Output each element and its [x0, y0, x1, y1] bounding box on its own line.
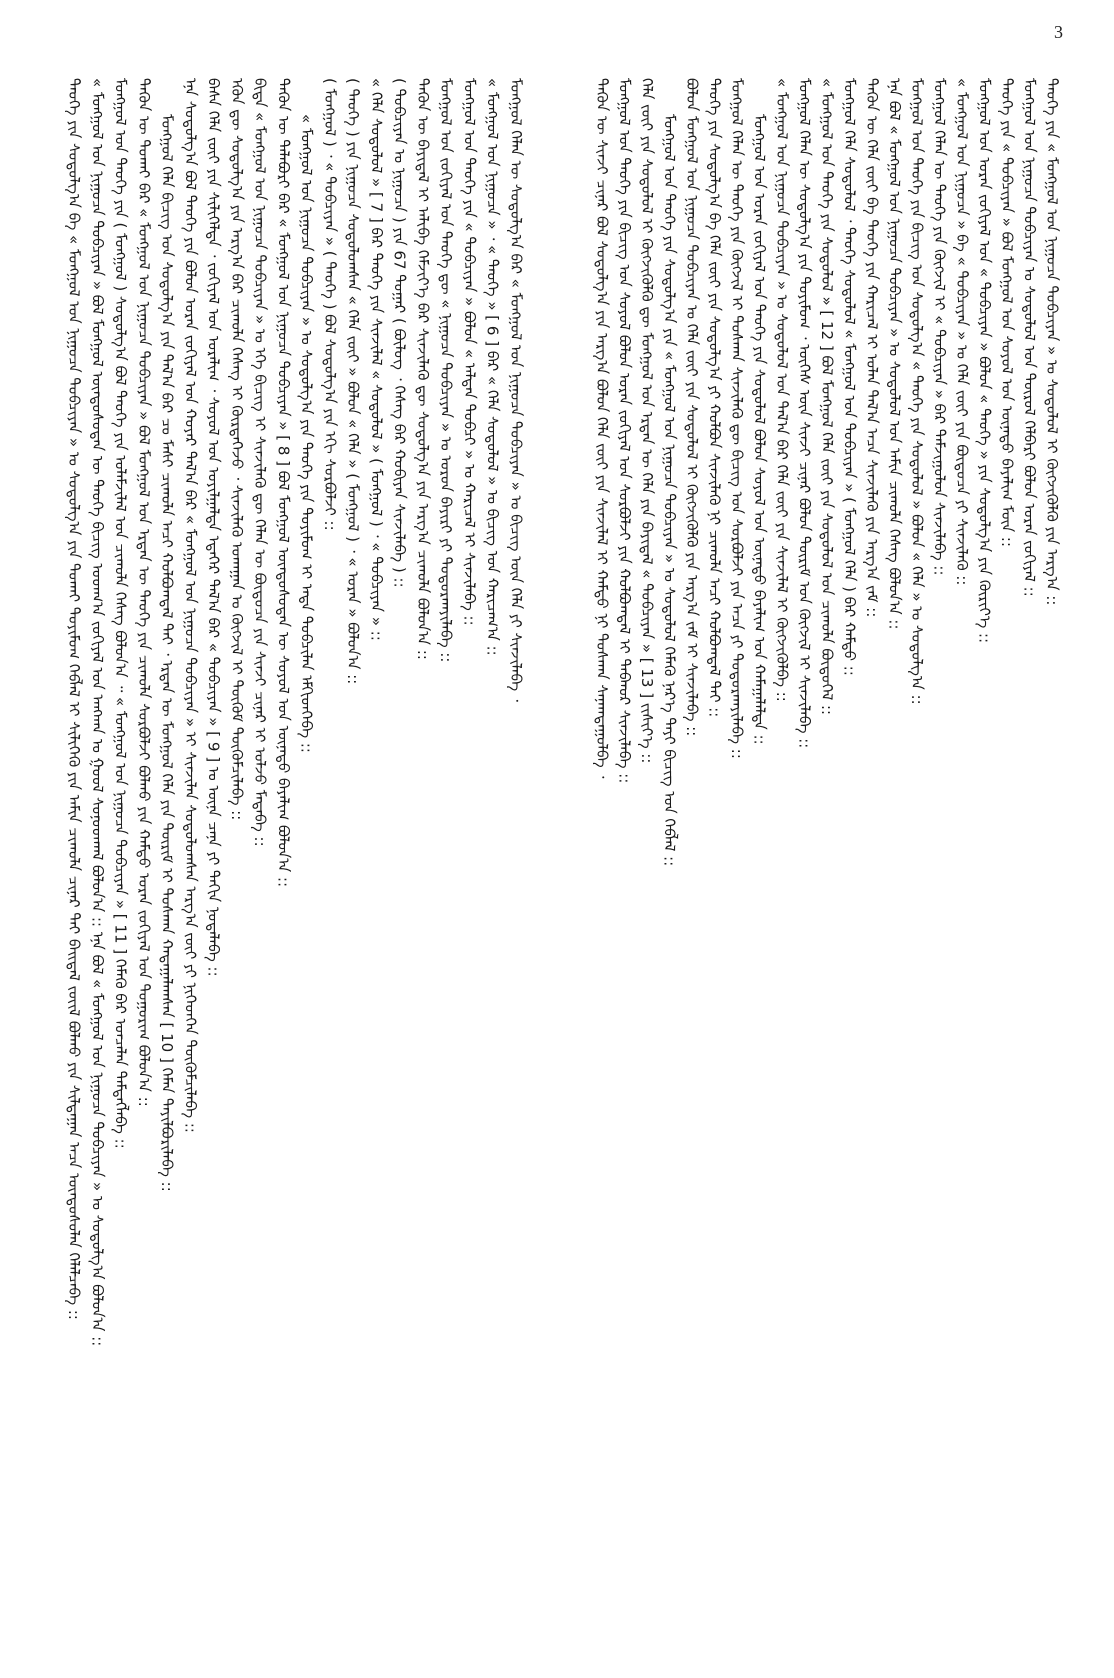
text-line: ᠮᠣᠩᠭᠣᠯ ᠤᠨ ᠲᠡᠦᠬᠡ ᠶᠢᠨ ᠪᠢᠴᠢᠭ ᠤᠨ ᠰᠣᠶᠣᠯ ᠪᠣᠯᠤᠨ ᠤᠷᠠᠨ ᠵᠣᠬᠢᠶᠠᠯ ᠤᠨ ᠰᠤᠷᠪᠤᠯᠵᠢ ᠶᠢᠨ ᠬᠣᠯᠪᠣᠭᠳᠠᠯ ᠢ ᠳᠠᠪᠬᠤᠷ ᠰᠢᠨᠵᠢᠯᠡᠪᠡ ::	[615, 78, 634, 784]
text-line: ᠬᠡᠯᠡ ᠵᠦᠢ ᠶᠢᠨ ᠰᠤᠳᠤᠯᠤᠯ ᠢ ᠬᠦᠭᠵᠢᠭᠦᠯᠬᠦ ᠳᠦ ᠮᠣᠩᠭᠣᠯ ᠤᠨ ᠡᠷᠲᠡᠨ ᠦ ᠬᠡᠯᠡ ᠶᠢᠨ ᠪᠠᠶᠢᠳᠠᠯ « ᠲᠣᠪᠴᠢᠶᠠᠨ » [ 13 ] ᠵᠢᠱᠢᠶ᠎ᠡ ::	[638, 78, 656, 764]
text-line: ᠲᠡᠦᠬᠡ ᠶᠢᠨ « ᠲᠣᠪᠴᠢᠶᠠᠨ » ᠪᠣᠯ ᠮᠣᠩᠭᠣᠯ ᠤᠨ ᠰᠣᠶᠣᠯ ᠤᠨ ᠦᠨᠡᠲᠦ ᠪᠠᠶᠠᠯᠢᠭ ᠮᠥᠨ ::	[998, 78, 1016, 548]
text-line: ᠲᠡᠦᠬᠡ ᠶᠢᠨ « ᠮᠣᠩᠭᠣᠯ ᠤᠨ ᠨᠢᠭᠤᠴᠠ ᠲᠣᠪᠴᠢᠶᠠᠨ » ᠤ ᠰᠤᠳᠤᠯᠤᠯ ᠢ ᠬᠦᠭᠵᠢᠭᠦᠯᠬᠦ ᠶᠢᠨ ᠠᠷᠭ᠎ᠠ ::	[1043, 78, 1061, 606]
text-line: « ᠮᠣᠩᠭᠣᠯ ᠤᠨ ᠨᠢᠭᠤᠴᠠ » ᠂ « ᠲᠡᠦᠬᠡ » [ 6 ] ᠪᠠᠷ « ᠬᠡᠯᠡ ᠰᠤᠳᠤᠯᠤᠯ » ᠤ ᠪᠢᠴᠢᠭ ᠤᠨ ᠬᠠᠷᠢᠴᠠᠭ᠎ᠠ ::	[483, 78, 502, 656]
text-line: ᠲᠡᠦᠬᠡ ᠶᠢᠨ ᠰᠣᠳᠣᠯᠭ᠎ᠠ ᠪᠠ « ᠮᠣᠩᠭᠣᠯ ᠤᠨ ᠨᠢᠭᠤᠴᠠ ᠲᠣᠪᠴᠢᠶᠠᠨ » ᠤ ᠰᠣᠳᠣᠯᠭ᠎ᠠ ᠶᠢᠨ ᠲᠤᠬᠠᠢ ᠲᠣᠶᠢᠮᠣᠭ ᠬᠡᠪᠯᠡᠯ ᠢ ᠰᠢᠯᠢᠭᠡᠬᠦ ᠶᠢᠨ ᠠᠮᠢᠨ ᠴᠢᠬᠤᠯᠠ ᠴᠢᠨᠠᠷ ᠲᠠᠢ ᠪᠠᠢᠳᠠᠯ ᠵᠦᠢᠯ ᠪᠣᠯᠬᠣ ᠶᠢᠨ ᠰᠢᠯᠲᠠᠭᠠᠨ ᠠᠴᠠ ᠦᠨᠳᠦᠰᠦᠯᠡᠨ ᠬᠡᠯᠡᠯᠴᠡᠪᠡ ::	[65, 78, 83, 1320]
text-line: ᠲᠡᠦᠬᠡ ᠶᠢᠨ ᠰᠣᠳᠣᠯᠭ᠎ᠠ ᠪᠠ ᠬᠡᠯᠡ ᠵᠦᠢ ᠶᠢᠨ ᠰᠣᠳᠣᠯᠭ᠎ᠠ ᠶᠢ ᠬᠣᠯᠪᠣᠨ ᠰᠢᠨᠵᠢᠯᠡᠬᠦ ᠨᠢ ᠴᠢᠬᠤᠯᠠ ᠠᠴᠢ ᠬᠣᠯᠪᠣᠭᠳᠠᠯ ᠲᠠᠶ ::	[705, 78, 724, 718]
text-line: ᠲᠡᠭᠦᠨ ᠦ ᠪᠠᠶᠢᠳᠠᠯ ᠢ ᠠᠯᠢᠪᠠ ᠬᠡᠮᠵᠢᠶ᠎ᠡ ᠪᠡᠷ ᠰᠢᠨᠵᠢᠯᠡᠬᠦ ᠳᠦ ᠰᠣᠳᠣᠯᠭ᠎ᠠ ᠶᠢᠨ ᠠᠷᠭ᠎ᠠ ᠴᠢᠬᠤᠯᠠ ᠪᠣᠯᠤᠨ᠎ᠠ ::	[413, 78, 432, 660]
page-number: 3	[1054, 22, 1063, 42]
text-line: ᠮᠣᠩᠭᠣᠯ ᠬᠡᠯᠡᠨ ᠦ ᠲᠡᠦᠬᠡ ᠶᠢᠨ ᠬᠦᠭᠵᠢᠯ ᠢ ᠲᠤᠰᠬᠠᠨ ᠰᠢᠨᠵᠢᠯᠡᠬᠦ ᠳᠦ ᠪᠢᠴᠢᠭ ᠤᠨ ᠰᠤᠷᠪᠤᠯᠵᠢ ᠶᠢᠨ ᠠᠴᠠ ᠶᠢ ᠲᠣᠳᠣᠷᠬᠠᠶᠢᠯᠠᠪᠠ ::	[728, 78, 746, 759]
text-line: « ᠮᠣᠩᠭᠣᠯ ᠤᠨ ᠨᠢᠭᠤᠴᠠ » ᠪᠠ « ᠲᠣᠪᠴᠢᠶᠠᠨ » ᠤ ᠬᠡᠯᠡ ᠵᠦᠢ ᠶᠢᠨ ᠪᠦᠲᠦᠴᠡ ᠶᠢ ᠰᠢᠨᠵᠢᠯᠡᠬᠦ ::	[953, 78, 971, 586]
text-line: ᠪᠠᠰᠠ ᠬᠡᠯᠡ ᠵᠦᠢ ᠶᠢᠨ ᠰᠢᠯᠢᠭᠡᠯᠲᠡ ᠂ ᠵᠣᠬᠢᠶᠠᠯ ᠤᠨ ᠤᠷᠠᠯᠢᠭ ᠂ ᠰᠤᠶᠤᠯ ᠤᠨ ᠣᠶᠢᠯᠭᠠᠯᠲᠠ ᠡᠳᠡᠭᠡᠷ ᠲᠠᠯ᠎ᠠ ᠪᠠᠷ « ᠲᠣᠪᠴᠢᠶᠠᠨ » [ 9 ] ᠤ ᠦᠨᠡ ᠴᠡᠨᠡ ᠶᠢ ᠳᠠᠬᠢᠨ ᠨᠣᠲᠠᠯᠠᠪᠠ ::	[204, 78, 223, 977]
text-line: ᠡᠭᠦᠨ ᠳᠦ ᠰᠣᠳᠣᠯᠭ᠎ᠠ ᠶᠢᠨ ᠠᠷᠭ᠎ᠠ ᠪᠠᠷ ᠴᠢᠬᠤᠯᠠ ᠬᠡᠰᠡᠭ ᠢ ᠬᠦᠷᠲᠡᠭᠡᠵᠦ ᠂ ᠰᠢᠨᠵᠢᠯᠡᠬᠦ ᠤᠬᠠᠭᠠᠨ ᠤ ᠬᠦᠭᠵᠢᠯ ᠢ ᠳᠦᠬᠦᠮ ᠳᠦᠭᠦᠮᠴᠢᠯᠡᠪᠡ ::	[227, 78, 246, 821]
right-text-block	[592, 78, 1062, 1638]
text-line: « ᠬᠡᠯᠡ ᠰᠤᠳᠤᠯᠤᠯ » [ 7 ] ᠪᠠᠷ ᠲᠡᠦᠬᠡ ᠶᠢᠨ ᠰᠢᠨᠵᠢᠯᠡᠯ « ᠰᠤᠳᠤᠯᠤᠯ » ( ᠮᠣᠩᠭᠣᠯ ) ᠂ « ᠲᠣᠪᠴᠢᠶᠠᠨ » ::	[367, 78, 386, 641]
text-line: ᠮᠣᠩᠭᠣᠯ ᠬᠡᠯᠡ ᠪᠢᠴᠢᠭ ᠤᠨ ᠰᠤᠳᠤᠯᠭ᠎ᠠ ᠶᠢᠨ ᠲᠠᠯ᠎ᠠ ᠪᠠᠷ ᠴᠤ ᠮᠠᠰᠢ ᠴᠢᠬᠤᠯᠠ ᠠᠴᠢ ᠬᠣᠯᠪᠣᠭᠳᠠᠯ ᠲᠠᠢ ᠂ ᠡᠷᠲᠡᠨ ᠦ ᠮᠣᠩᠭᠣᠯ ᠬᠡᠯᠡ ᠶᠢᠨ ᠳᠦᠷᠢᠮ ᠢ ᠲᠤᠰᠬᠠᠨ ᠬᠠᠳᠠᠭᠠᠯᠠᠭᠰᠠᠨ [ 10 ] ᠬᠡᠮᠡᠨ ᠲᠠᠶᠢᠯᠪᠤᠷᠢᠯᠠᠪᠠ ::	[158, 114, 176, 1192]
left-text-block	[64, 78, 526, 1638]
text-line: ᠪᠣᠯᠤᠨ ᠮᠣᠩᠭᠣᠯ ᠤᠨ ᠨᠢᠭᠤᠴᠠ ᠲᠣᠪᠴᠢᠶᠠᠨ ᠤ ᠬᠡᠯᠡ ᠵᠦᠢ ᠶᠢᠨ ᠰᠤᠳᠤᠯᠤᠯ ᠢ ᠬᠦᠭᠵᠢᠭᠦᠯᠬᠦ ᠶᠢᠨ ᠠᠷᠭ᠎ᠠ ᠵᠠᠮ ᠢ ᠰᠢᠨᠵᠢᠯᠡᠪᠡ ::	[683, 78, 701, 737]
text-line: ᠮᠣᠩᠭᠣᠯ ᠤᠨ ᠲᠡᠦᠬᠡ ᠶᠢᠨ ᠰᠣᠳᠣᠯᠭ᠎ᠠ ᠶᠢᠨ « ᠮᠣᠩᠭᠣᠯ ᠤᠨ ᠨᠢᠭᠤᠴᠠ ᠲᠣᠪᠴᠢᠶᠠᠨ » ᠤ ᠰᠤᠳᠤᠯᠤᠯ ᠬᠡᠮᠡᠬᠦ ᠨᠡᠷ᠎ᠡ ᠲᠠᠶᠢ ᠪᠢᠴᠢᠭ ᠤᠨ ᠬᠡᠪᠯᠡᠯ ::	[660, 114, 679, 867]
text-line: ᠮᠣᠩᠭᠣᠯ ᠤᠨ ᠵᠣᠬᠢᠶᠠᠯ ᠤᠨ ᠲᠡᠦᠬᠡ ᠳᠦ « ᠨᠢᠭᠤᠴᠠ ᠲᠣᠪᠴᠢᠶᠠᠨ » ᠤ ᠣᠷᠣᠨ ᠪᠠᠶᠢᠷᠢ ᠶᠢ ᠲᠣᠳᠣᠷᠬᠠᠶᠢᠯᠠᠪᠠ ::	[437, 78, 455, 663]
text-line: ( ᠮᠣᠩᠭᠣᠯ ) ᠂ « ᠲᠣᠪᠴᠢᠶᠠᠨ » ( ᠲᠡᠦᠬᠡ ) ᠪᠣᠯ ᠰᠣᠳᠣᠯᠭ᠎ᠠ ᠶᠢᠨ ᠡᠬᠢ ᠰᠤᠷᠪᠤᠯᠵᠢ ::	[320, 78, 339, 531]
text-line: « ᠮᠣᠩᠭᠣᠯ ᠤᠨ ᠨᠢᠭᠤᠴᠠ ᠲᠣᠪᠴᠢᠶᠠᠨ » ᠤ ᠰᠤᠳᠤᠯᠤᠯ ᠤᠨ ᠲᠠᠯ᠎ᠠ ᠪᠠᠷ ᠬᠡᠯᠡ ᠵᠦᠢ ᠶᠢᠨ ᠰᠢᠨᠵᠢᠯᠡᠯ ᠢ ᠬᠦᠭᠵᠢᠭᠦᠯᠪᠡ ::	[773, 78, 791, 702]
text-line: ᠮᠣᠩᠭᠣᠯ ᠬᠡᠯᠡᠨ ᠦ ᠰᠣᠳᠣᠯᠭ᠎ᠠ ᠶᠢᠨ ᠲᠣᠶᠢᠮᠣᠭ ᠂ ᠦᠭᠡᠰ ᠦᠨ ᠰᠢᠨᠵᠢ ᠴᠢᠨᠠᠷ ᠪᠣᠯᠤᠨ ᠳᠦᠷᠢᠮ ᠤᠨ ᠬᠦᠭᠵᠢᠯ ᠢ ᠰᠢᠨᠵᠢᠯᠡᠪᠡ ::	[795, 78, 814, 749]
text-line: ᠡᠨᠡ ᠪᠣᠯ « ᠮᠣᠩᠭᠣᠯ ᠤᠨ ᠨᠢᠭᠤᠴᠠ ᠲᠣᠪᠴᠢᠶᠠᠨ » ᠤ ᠰᠤᠳᠤᠯᠤᠯ ᠤᠨ ᠠᠮᠢᠨ ᠴᠢᠬᠤᠯᠠ ᠬᠡᠰᠡᠭ ᠪᠣᠯᠤᠨ᠎ᠠ ::	[885, 78, 904, 630]
text-line: ( ᠲᠡᠦᠬᠡ ) ᠶᠢᠨ ᠨᠢᠭᠤᠴᠠ ᠰᠤᠳᠤᠯᠤᠭᠰᠠᠨ « ᠬᠡᠯᠡ ᠵᠦᠢ » ᠪᠣᠯᠤᠨ « ᠬᠡᠯᠡ » ( ᠮᠣᠩᠭᠣᠯ ) ᠂ « ᠤᠷᠠᠨ » ᠪᠣᠯᠤᠨ᠎ᠠ ::	[344, 78, 362, 685]
text-line: ᠲᠡᠭᠦᠨ ᠦ ᠲᠣᠬᠠᠢ ᠪᠠᠷ « ᠮᠣᠩᠭᠣᠯ ᠤᠨ ᠨᠢᠭᠤᠴᠠ ᠲᠣᠪᠴᠢᠶᠠᠨ » ᠪᠣᠯ ᠮᠣᠩᠭᠣᠯ ᠤᠨ ᠡᠷᠲᠡᠨ ᠦ ᠲᠡᠦᠬᠡ ᠶᠢᠨ ᠴᠢᠬᠤᠯᠠ ᠰᠤᠷᠪᠤᠯᠵᠢ ᠪᠣᠯᠬᠤ ᠶᠢᠨ ᠬᠠᠮᠲᠤ ᠤᠷᠠᠨ ᠵᠣᠬᠢᠶᠠᠯ ᠤᠨ ᠲᠤᠭᠤᠷᠢᠭ ᠪᠣᠯᠤᠨ᠎ᠠ ::	[134, 78, 153, 1107]
text-line: ᠲᠡᠭᠦᠨ ᠦ ᠬᠡᠯᠡ ᠵᠦᠢ ᠪᠠ ᠲᠡᠦᠬᠡ ᠶᠢᠨ ᠬᠠᠷᠢᠴᠠᠯ ᠢ ᠣᠯᠠᠨ ᠲᠠᠯ᠎ᠠ ᠠᠴᠠ ᠰᠢᠨᠵᠢᠯᠡᠬᠦ ᠶᠢᠨ ᠠᠷᠭ᠎ᠠ ᠵᠠᠮ ::	[863, 78, 881, 618]
text-line: ᠮᠣᠩᠭᠣᠯ ᠤᠨ ᠤᠷᠠᠨ ᠵᠣᠬᠢᠶᠠᠯ ᠤᠨ ᠲᠡᠦᠬᠡ ᠶᠢᠨ ᠰᠤᠳᠤᠯᠤᠯ ᠪᠣᠯᠤᠨ ᠰᠣᠶᠣᠯ ᠤᠨ ᠦᠨᠡᠲᠦ ᠪᠠᠶᠠᠯᠢᠭ ᠤᠨ ᠬᠠᠮᠠᠭᠠᠯᠠᠯᠲᠠ ::	[750, 114, 769, 745]
text-line: ᠲᠡᠭᠦᠨ ᠦ ᠰᠢᠨᠵᠢ ᠴᠢᠨᠠᠷ ᠪᠣᠯ ᠰᠣᠳᠣᠯᠭ᠎ᠠ ᠶᠢᠨ ᠠᠷᠭ᠎ᠠ ᠪᠣᠯᠤᠨ ᠬᠡᠯᠡ ᠵᠦᠢ ᠶᠢᠨ ᠰᠢᠨᠵᠢᠯᠡᠯ ᠢ ᠬᠠᠮᠲᠤ ᠨᠢ ᠲᠤᠰᠬᠠᠨ ᠰᠠᠨᠠᠭᠳᠠᠭᠤᠯᠪᠠ ᠂	[593, 78, 611, 779]
text-line: ᠲᠡᠭᠦᠨ ᠦ ᠲᠠᠯᠠᠪᠤᠷᠢ ᠪᠡᠷ « ᠮᠣᠩᠭᠣᠯ ᠤᠨ ᠨᠢᠭᠤᠴᠠ ᠲᠣᠪᠴᠢᠶᠠᠨ » [ 8 ] ᠪᠣᠯ ᠮᠣᠩᠭᠣᠯ ᠦᠨᠳᠦᠰᠦᠲᠡᠨ ᠦ ᠰᠣᠶᠣᠯ ᠤᠨ ᠦᠨᠡᠲᠦ ᠪᠠᠶᠠᠯᠢᠭ ᠪᠣᠯᠤᠨ᠎ᠠ ::	[274, 78, 293, 888]
text-line: ᠮᠣᠩᠭᠣᠯ ᠬᠡᠯᠡᠨ ᠦ ᠰᠣᠳᠣᠯᠭ᠎ᠠ ᠪᠠᠷ « ᠮᠣᠩᠭᠣᠯ ᠤᠨ ᠨᠢᠭᠤᠴᠠ ᠲᠣᠪᠴᠢᠶᠠᠨ » ᠤ ᠪᠢᠴᠢᠭ ᠦᠨ ᠬᠡᠯᠡ ᠶᠢ ᠰᠢᠨᠵᠢᠯᠡᠪᠡ ᠂	[506, 78, 525, 702]
text-line: ᠮᠣᠩᠭᠣᠯ ᠬᠡᠯᠡᠨ ᠦ ᠲᠡᠦᠬᠡ ᠶᠢᠨ ᠬᠦᠭᠵᠢᠯ ᠢ « ᠲᠣᠪᠴᠢᠶᠠᠨ » ᠪᠠᠷ ᠳᠠᠮᠵᠢᠭᠤᠯᠤᠨ ᠰᠢᠨᠵᠢᠯᠡᠪᠡ ::	[930, 78, 949, 576]
text-line: ᠮᠣᠩᠭᠣᠯ ᠤᠨ ᠲᠡᠦᠬᠡ ᠶᠢᠨ ᠪᠢᠴᠢᠭ ᠤᠨ ᠰᠣᠳᠣᠯᠭ᠎ᠠ « ᠲᠡᠦᠬᠡ ᠶᠢᠨ ᠰᠤᠳᠤᠯᠤᠯ » ᠪᠣᠯᠤᠨ « ᠬᠡᠯᠡ » ᠤ ᠰᠣᠳᠣᠯᠭ᠎ᠠ ::	[908, 78, 926, 705]
text-line: ᠮᠣᠩᠭᠣᠯ ᠤᠨ ᠤᠷᠠᠨ ᠵᠣᠬᠢᠶᠠᠯ ᠤᠨ « ᠲᠣᠪᠴᠢᠶᠠᠨ » ᠪᠣᠯᠤᠨ « ᠲᠡᠦᠬᠡ » ᠶᠢᠨ ᠰᠣᠳᠣᠯᠭ᠎ᠠ ᠶᠢᠨ ᠬᠦᠷᠢᠶ᠎ᠡ ::	[975, 78, 994, 644]
text-line: ᠮᠣᠩᠭᠣᠯ ᠬᠡᠯᠡ ᠰᠤᠳᠤᠯᠤᠯ ᠂ ᠲᠡᠦᠬᠡ ᠰᠤᠳᠤᠯᠤᠯ « ᠮᠣᠩᠭᠣᠯ ᠤᠨ ᠲᠣᠪᠴᠢᠶᠠᠨ » ( ᠮᠣᠩᠭᠣᠯ ᠬᠡᠯᠡ ) ᠪᠠᠷ ᠬᠠᠮᠲᠤ ::	[840, 78, 859, 676]
text-line: ᠮᠣᠩᠭᠣᠯ ᠤᠨ ᠨᠢᠭᠤᠴᠠ ᠲᠣᠪᠴᠢᠶᠠᠨ ᠤ ᠰᠤᠳᠤᠯᠤᠯ ᠤᠨ ᠲᠦᠷᠦᠯ ᠬᠡᠯᠪᠡᠷᠢ ᠪᠣᠯᠤᠨ ᠤᠷᠠᠨ ᠵᠣᠬᠢᠶᠠᠯ ::	[1020, 78, 1039, 597]
text-line: « ᠮᠣᠩᠭᠣᠯ ᠤᠨ ᠲᠡᠦᠬᠡ ᠶᠢᠨ ᠰᠤᠳᠤᠯᠤᠯ » [ 12 ] ᠪᠣᠯ ᠮᠣᠩᠭᠣᠯ ᠬᠡᠯᠡ ᠵᠦᠢ ᠶᠢᠨ ᠰᠤᠳᠤᠯᠤᠯ ᠤᠨ ᠴᠢᠬᠤᠯᠠ ᠪᠦᠲᠦᠭᠡᠯ ::	[818, 78, 836, 716]
text-line: « ᠮᠣᠩᠭᠣᠯ ᠤᠨ ᠨᠢᠭᠤᠴᠠ ᠲᠣᠪᠴᠢᠶᠠᠨ » ᠤ ᠰᠣᠳᠣᠯᠭ᠎ᠠ ᠶᠢᠨ ᠲᠡᠦᠬᠡ ᠶᠢᠨ ᠲᠣᠶᠢᠮᠣᠭ ᠢ ᠡᠨᠳᠡ ᠲᠣᠪᠴᠢᠯᠠᠨ ᠡᠮᠬᠢᠳᠬᠡᠪᠡ ::	[297, 114, 316, 753]
text-line: ᠪᠢᠳᠡ « ᠮᠣᠩᠭᠣᠯ ᠤᠨ ᠨᠢᠭᠤᠴᠠ ᠲᠣᠪᠴᠢᠶᠠᠨ » ᠤ ᠡᠬᠡ ᠪᠢᠴᠢᠭ ᠢ ᠰᠢᠨᠵᠢᠯᠡᠬᠦ ᠳᠦ ᠬᠡᠯᠡᠨ ᠦ ᠪᠦᠲᠦᠴᠡ ᠶᠢᠨ ᠰᠢᠨᠵᠢ ᠴᠢᠨᠠᠷ ᠢ ᠣᠯᠵᠤ ᠮᠡᠳᠡᠪᠡ ::	[251, 78, 269, 847]
text-line: « ᠮᠣᠩᠭᠣᠯ ᠤᠨ ᠨᠢᠭᠤᠴᠠ ᠲᠣᠪᠴᠢᠶᠠᠨ » ᠪᠣᠯ ᠮᠣᠩᠭᠣᠯ ᠦᠨᠳᠦᠰᠦᠲᠡᠨ ᠦ ᠲᠡᠦᠬᠡ ᠪᠢᠴᠢᠭ ᠤᠳᠬ᠎ᠠ ᠵᠣᠬᠢᠶᠠᠯ ᠤᠨ ᠠᠩᠬᠠᠨ ᠤ ᠭᠣᠣᠯ ᠰᠣᠨᠣᠳᠬᠠᠯ ᠪᠣᠯᠤᠨ᠎ᠠ :: ᠡᠨᠡ ᠪᠣᠯ « ᠮᠣᠩᠭᠣᠯ ᠤᠨ ᠨᠢᠭᠤᠴᠠ ᠲᠣᠪᠴᠢᠶᠠᠨ » ᠤ ᠰᠣᠳᠣᠯᠭ᠎ᠠ ᠪᠣᠯᠤᠨ᠎ᠠ ::	[88, 78, 107, 1347]
text-line: ᠮᠣᠩᠭᠣᠯ ᠤᠨ ᠲᠡᠦᠬᠡ ᠶᠢᠨ « ᠲᠣᠪᠴᠢᠶᠠᠨ » ᠪᠣᠯᠤᠨ « ᠠᠯᠲᠠᠨ ᠲᠣᠪᠴᠢ » ᠤ ᠬᠠᠷᠢᠴᠠᠯ ᠢ ᠰᠢᠨᠵᠢᠯᠡᠪᠡ ::	[460, 78, 479, 626]
text-line: ( ᠲᠣᠪᠴᠢᠶᠠᠨ ᠤ ᠨᠢᠭᠤᠴᠠ ) ᠶᠢᠨ 67 ᠳᠤᠭᠠᠷ ( ᠪᠦᠯᠦᠭ ᠂ ᠬᠡᠰᠡᠭ ᠪᠠᠷ ᠬᠤᠪᠢᠶᠠᠨ ᠰᠢᠨᠵᠢᠯᠡᠪᠡ ) ::	[390, 78, 409, 588]
text-line: ᠡᠨᠡ ᠰᠣᠳᠣᠯᠭ᠎ᠠ ᠪᠣᠯ ᠲᠡᠦᠬᠡ ᠶᠢᠨ ᠪᠣᠯᠤᠨ ᠤᠷᠠᠨ ᠵᠣᠬᠢᠶᠠᠯ ᠤᠨ ᠬᠣᠶᠠᠷ ᠲᠠᠯ᠎ᠠ ᠪᠠᠷ « ᠮᠣᠩᠭᠣᠯ ᠤᠨ ᠨᠢᠭᠤᠴᠠ ᠲᠣᠪᠴᠢᠶᠠᠨ » ᠢ ᠰᠢᠨᠵᠢᠯᠡᠨ ᠰᠤᠳᠤᠯᠤᠭᠰᠠᠨ ᠠᠷᠭ᠎ᠠ ᠵᠦᠢ ᠶᠢ ᠨᠢᠭᠡᠳᠬᠡᠨ ᠳᠦᠭᠦᠮᠴᠢᠯᠡᠪᠡ ::	[181, 78, 200, 1133]
text-line: ᠮᠣᠩᠭᠣᠯ ᠤᠨ ᠲᠡᠦᠬᠡ ᠶᠢᠨ ( ᠮᠣᠩᠭᠣᠯ ) ᠰᠣᠳᠣᠯᠭ᠎ᠠ ᠪᠣᠯ ᠲᠡᠦᠬᠡ ᠶᠢᠨ ᠤᠯᠠᠮᠵᠢᠯᠠᠯ ᠤᠨ ᠴᠢᠬᠤᠯᠠ ᠬᠡᠰᠡᠭ ᠪᠣᠯᠤᠨ᠎ᠠ ᠃ « ᠮᠣᠩᠭᠣᠯ ᠤᠨ ᠨᠢᠭᠤᠴᠠ ᠲᠣᠪᠴᠢᠶᠠᠨ » [ 11 ] ᠬᠡᠮᠡᠬᠦ ᠪᠠᠷ ᠣᠨᠴᠠᠯᠠᠨ ᠲᠡᠮᠳᠡᠭᠯᠡᠪᠡ ::	[111, 78, 130, 1149]
